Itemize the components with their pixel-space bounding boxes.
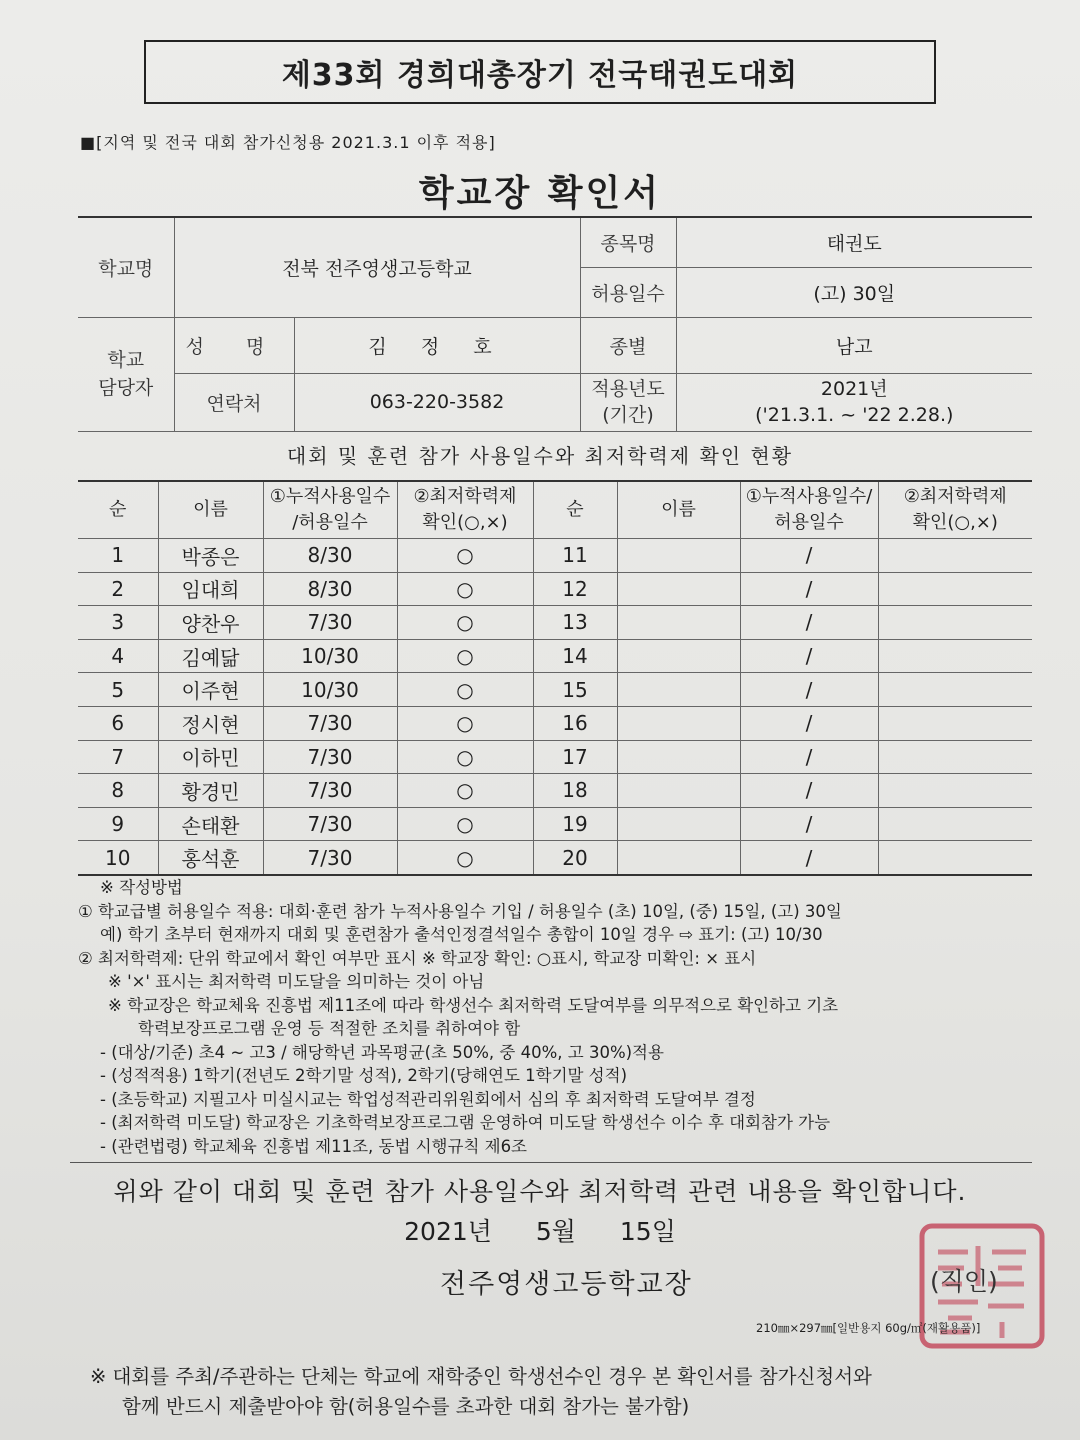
cell-name-right — [617, 539, 740, 573]
col-confirm-right: ②최저학력제 확인(○,×) — [878, 481, 1032, 539]
usage-notice: ■[지역 및 전국 대회 참가신청용 2021.3.1 이후 적용] — [80, 133, 496, 152]
event-label: 종목명 — [580, 217, 676, 267]
paper-spec: 210㎜×297㎜[일반용지 60g/㎡(재활용품)] — [756, 1321, 981, 1335]
cell-days-right: / — [740, 539, 878, 573]
cell-no-left: 2 — [78, 572, 158, 606]
records-body — [78, 539, 1032, 875]
note-item2-line2: ※ '×' 표시는 최저학력 미도달을 의미하는 것이 아님 — [108, 972, 485, 991]
cell-name-left: 박종은 — [158, 539, 263, 573]
cell-no-right: 13 — [533, 606, 617, 640]
cell-no-left: 6 — [78, 706, 158, 740]
cell-no-right: 12 — [533, 572, 617, 606]
note-item2-line1: ② 최저학력제: 단위 학교에서 확인 여부만 표시 ※ 학교장 확인: ○표시, 학교장 미확인: × 표시 — [78, 948, 757, 968]
col-name-right: 이름 — [617, 481, 740, 539]
cell-mark-left: ○ — [397, 572, 533, 606]
note-dash2: - (성적적용) 1학기(전년도 2학기말 성적), 2학기(당해연도 1학기말 성적) — [100, 1066, 628, 1085]
col-days-left: ①누적사용일수 /허용일수 — [263, 481, 397, 539]
cell-days-left: 7/30 — [263, 606, 397, 640]
cell-days-left: 8/30 — [263, 539, 397, 573]
divider — [70, 1162, 1032, 1163]
cell-name-left: 정시현 — [158, 706, 263, 740]
footer-line2: 함께 반드시 제출받아야 함(허용일수를 초과한 대회 참가는 불가함) — [122, 1395, 690, 1418]
cell-no-right: 20 — [533, 841, 617, 875]
table-row — [78, 572, 1032, 606]
school-name-label: 학교명 — [78, 217, 174, 317]
event-value: 태권도 — [676, 217, 1032, 267]
allowed-days-value: (고) 30일 — [676, 267, 1032, 317]
cell-days-left: 7/30 — [263, 807, 397, 841]
cell-days-left: 7/30 — [263, 841, 397, 875]
cell-name-left: 이주현 — [158, 673, 263, 707]
name-value: 김 정 호 — [294, 317, 580, 373]
phone-label: 연락처 — [174, 373, 294, 431]
cell-days-right: / — [740, 639, 878, 673]
school-name-value: 전북 전주영생고등학교 — [174, 217, 580, 317]
seal-label: (직인) — [930, 1267, 998, 1296]
table-row — [78, 774, 1032, 808]
col-no-right: 순 — [533, 481, 617, 539]
cell-mark-right — [878, 807, 1032, 841]
cell-days-right: / — [740, 807, 878, 841]
cell-no-right: 15 — [533, 673, 617, 707]
cell-days-right: / — [740, 606, 878, 640]
notes-heading: ※ 작성방법 — [100, 878, 183, 897]
cell-days-right: / — [740, 572, 878, 606]
table-row — [78, 606, 1032, 640]
cell-no-left: 5 — [78, 673, 158, 707]
instructions — [78, 876, 1038, 1158]
cell-name-right — [617, 841, 740, 875]
note-dash3: - (초등학교) 지필고사 미실시교는 학업성적관리위원회에서 심의 후 최저학력 도달여부 결정 — [100, 1089, 756, 1109]
confirmation-statement: 위와 같이 대회 및 훈련 참가 사용일수와 최저학력 관련 내용을 확인합니다. — [113, 1177, 967, 1206]
table-row — [78, 539, 1032, 573]
year-cell — [676, 373, 1032, 431]
note-dash5: - (관련법령) 학교체육 진흥법 제11조, 동법 시행규칙 제6조 — [100, 1136, 527, 1156]
footer-line1: ※ 대회를 주최/주관하는 단체는 학교에 재학중인 학생선수인 경우 본 확인서를 참가신청서와 — [90, 1365, 872, 1388]
cell-mark-right — [878, 774, 1032, 808]
col-confirm-left: ②최저학력제 확인(○,×) — [397, 481, 533, 539]
cell-name-right — [617, 606, 740, 640]
note-item1-line2: 예) 학기 초부터 현재까지 대회 및 훈련참가 출석인정결석일수 총합이 10일 경우 ⇨ 표기: (고) 10/30 — [100, 925, 823, 944]
cell-name-right — [617, 740, 740, 774]
col-no-left: 순 — [78, 481, 158, 539]
date-day: 15일 — [619, 1217, 676, 1246]
col-name-left: 이름 — [158, 481, 263, 539]
principal-title: 전주영생고등학교장 — [440, 1269, 693, 1300]
cell-mark-left: ○ — [397, 706, 533, 740]
cell-name-left: 황경민 — [158, 774, 263, 808]
gender-label: 종별 — [580, 317, 676, 373]
cell-name-right — [617, 572, 740, 606]
cell-days-right: / — [740, 740, 878, 774]
table-row — [78, 706, 1032, 740]
cell-no-left: 7 — [78, 740, 158, 774]
table-row — [78, 841, 1032, 875]
cell-mark-right — [878, 639, 1032, 673]
cell-no-left: 3 — [78, 606, 158, 640]
year-value: 2021년 — [820, 378, 888, 400]
cell-mark-left: ○ — [397, 539, 533, 573]
cell-no-left: 1 — [78, 539, 158, 573]
cell-days-right: / — [740, 841, 878, 875]
date-year: 2021년 — [404, 1217, 492, 1246]
cell-days-right: / — [740, 774, 878, 808]
table-row — [78, 639, 1032, 673]
cell-mark-right — [878, 572, 1032, 606]
name-label: 성 명 — [174, 317, 294, 373]
cell-name-right — [617, 673, 740, 707]
cell-mark-left: ○ — [397, 841, 533, 875]
document-title: 학교장 확인서 — [418, 173, 662, 214]
cell-mark-right — [878, 539, 1032, 573]
date-month: 5월 — [535, 1217, 576, 1246]
cell-no-right: 14 — [533, 639, 617, 673]
competition-title-text: 제33회 경희대총장기 전국태권도대회 — [281, 58, 799, 93]
cell-no-left: 8 — [78, 774, 158, 808]
cell-mark-left: ○ — [397, 740, 533, 774]
cell-mark-left: ○ — [397, 774, 533, 808]
table-row — [78, 673, 1032, 707]
cell-no-right: 19 — [533, 807, 617, 841]
allowed-days-label: 허용일수 — [580, 267, 676, 317]
cell-mark-left: ○ — [397, 807, 533, 841]
cell-name-right — [617, 807, 740, 841]
cell-mark-right — [878, 740, 1032, 774]
year-label: 적용년도 (기간) — [580, 373, 676, 431]
note-item2-line3: ※ 학교장은 학교체육 진흥법 제11조에 따라 학생선수 최저학력 도달여부를 의무적으로 확인하고 기초 — [108, 995, 839, 1015]
cell-name-right — [617, 774, 740, 808]
table-row — [78, 807, 1032, 841]
cell-name-left: 손태환 — [158, 807, 263, 841]
cell-name-left: 양찬우 — [158, 606, 263, 640]
cell-mark-right — [878, 706, 1032, 740]
gender-value: 남고 — [676, 317, 1032, 373]
note-dash4: - (최저학력 미도달) 학교장은 기초학력보장프로그램 운영하여 미도달 학생선수 이수 후 대회참가 가능 — [100, 1113, 831, 1132]
cell-mark-right — [878, 673, 1032, 707]
cell-name-right — [617, 706, 740, 740]
cell-mark-left: ○ — [397, 606, 533, 640]
cell-no-right: 16 — [533, 706, 617, 740]
footer-notice — [90, 1362, 1050, 1422]
cell-days-left: 10/30 — [263, 673, 397, 707]
cell-mark-left: ○ — [397, 639, 533, 673]
cell-no-left: 10 — [78, 841, 158, 875]
cell-name-left: 임대희 — [158, 572, 263, 606]
competition-title — [144, 40, 936, 104]
col-days-right: ①누적사용일수/ 허용일수 — [740, 481, 878, 539]
note-item1-line1: ① 학교급별 허용일수 적용: 대회·훈련 참가 누적사용일수 기입 / 허용일수 (초) 10일, (중) 15일, (고) 30일 — [78, 901, 842, 921]
cell-mark-right — [878, 841, 1032, 875]
phone-value: 063-220-3582 — [294, 373, 580, 431]
cell-name-left: 이하민 — [158, 740, 263, 774]
cell-no-right: 11 — [533, 539, 617, 573]
cell-name-left: 김예닮 — [158, 639, 263, 673]
cell-mark-right — [878, 606, 1032, 640]
cell-days-left: 7/30 — [263, 706, 397, 740]
cell-days-left: 7/30 — [263, 740, 397, 774]
table-row — [78, 740, 1032, 774]
cell-name-right — [617, 639, 740, 673]
cell-mark-left: ○ — [397, 673, 533, 707]
cell-days-left: 10/30 — [263, 639, 397, 673]
cell-no-right: 18 — [533, 774, 617, 808]
cell-no-left: 4 — [78, 639, 158, 673]
cell-days-right: / — [740, 673, 878, 707]
note-item2-line4: 학력보장프로그램 운영 등 적절한 조치를 취하여야 함 — [138, 1019, 521, 1038]
cell-days-right: / — [740, 706, 878, 740]
cell-days-left: 7/30 — [263, 774, 397, 808]
period-value: ('21.3.1. ~ '22 2.28.) — [755, 404, 954, 426]
records-section-title: 대회 및 훈련 참가 사용일수와 최저학력제 확인 현황 — [286, 444, 794, 468]
cell-days-left: 8/30 — [263, 572, 397, 606]
cell-name-left: 홍석훈 — [158, 841, 263, 875]
note-dash1: - (대상/기준) 초4 ~ 고3 / 해당학년 과목평균(초 50%, 중 40%, 고 30%)적용 — [100, 1042, 664, 1062]
school-info-table — [78, 216, 1032, 432]
records-table — [78, 480, 1032, 876]
contact-person-label: 학교 담당자 — [78, 317, 174, 431]
cell-no-left: 9 — [78, 807, 158, 841]
cell-no-right: 17 — [533, 740, 617, 774]
